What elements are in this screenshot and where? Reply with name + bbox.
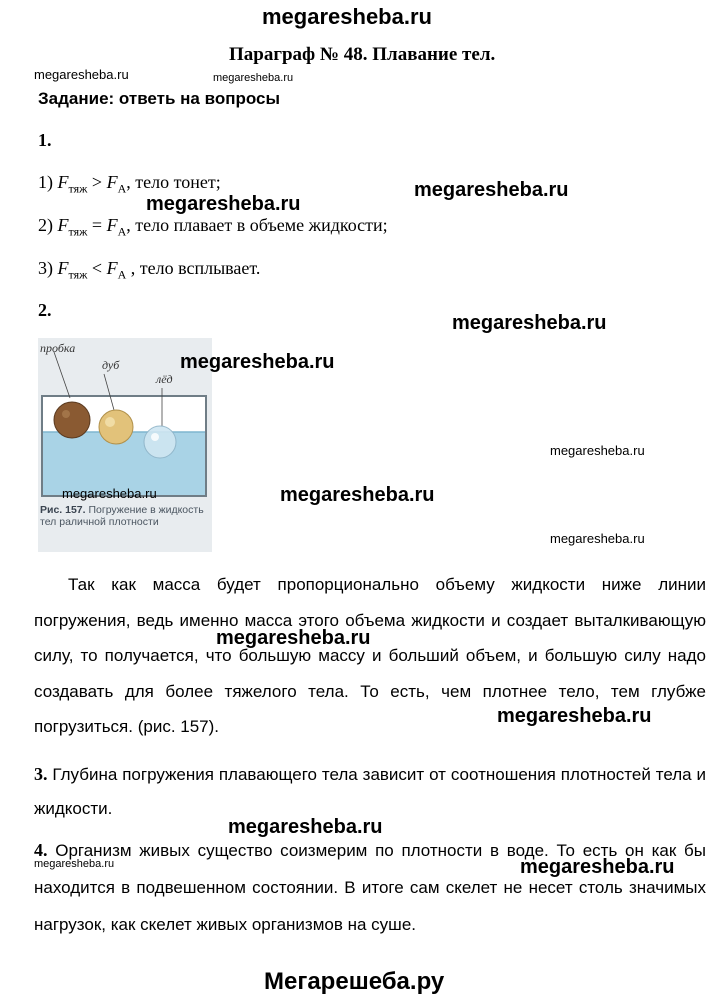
q1-item-2: 2) $F_{тяж} = F_A$, тело плавает в объеме жидкости; (38, 215, 388, 239)
watermark-ans4-center[interactable]: megaresheba.ru (228, 816, 383, 838)
watermark-figure-small-left[interactable]: megaresheba.ru (62, 486, 157, 501)
figure-caption: Рис. 157. Погружение в жидкость тел раличной плотности (40, 504, 204, 528)
watermark-small-left[interactable]: megaresheba.ru (34, 67, 129, 82)
watermark-figure-right-1[interactable]: megaresheba.ru (550, 443, 645, 458)
watermark-figure-center[interactable]: megaresheba.ru (180, 351, 335, 373)
watermark-item2-left[interactable]: megaresheba.ru (146, 193, 301, 215)
cork-ball (54, 402, 90, 438)
watermark-figure-mid[interactable]: megaresheba.ru (280, 484, 435, 506)
q1-item-1: 1) $F_{тяж} > F_A$, тело тонет; (38, 172, 221, 196)
watermark-item2-right[interactable]: megaresheba.ru (452, 312, 607, 334)
watermark-para1-mid[interactable]: megaresheba.ru (216, 627, 371, 649)
answer-4: 4. Организм живых существо соизмерим по плотности в воде. То есть он как бы находится в подвешенном состоянии. В итоге сам скелет не несет столь значимых нагрузок, как скелет живых организмов на суше. (34, 840, 706, 934)
watermark-item1-right[interactable]: megaresheba.ru (414, 179, 569, 201)
footer-brand[interactable]: Мегарешеба.ру (264, 968, 445, 995)
question-2-number: 2. (38, 300, 52, 320)
label-ice: лёд (156, 372, 173, 386)
answer-2-text: Так как масса будет пропорционально объему жидкости ниже линии погружения, ведь именно масса этого объема жидкости и создает выталкивающую силу, то получается, что большую массу и больший объем, и большую силу надо создавать для более тяжелого тела. То есть, чем плотнее тело, тем глубже погрузиться. (рис. 157). (34, 575, 706, 736)
ice-ball (144, 426, 176, 458)
watermark-top[interactable]: megaresheba.ru (262, 4, 432, 29)
question-1-number: 1. (38, 130, 52, 150)
watermark-tiny-center[interactable]: megaresheba.ru (213, 72, 294, 84)
oak-ball (99, 410, 133, 444)
task-heading: Задание: ответь на вопросы (38, 89, 280, 108)
label-oak: дуб (102, 358, 120, 372)
watermark-para1-right[interactable]: megaresheba.ru (497, 705, 652, 727)
watermark-figure-right-2[interactable]: megaresheba.ru (550, 531, 645, 546)
watermark-ans4-small-left[interactable]: megaresheba.ru (34, 858, 115, 870)
q1-item-3: 3) $F_{тяж} < F_A$ , тело всплывает. (38, 258, 261, 282)
watermark-ans4-right[interactable]: megaresheba.ru (520, 856, 675, 878)
answer-3: 3. Глубина погружения плавающего тела зависит от соотношения плотностей тела и жидкости. (34, 764, 706, 818)
page-title: Параграф № 48. Плавание тел. (229, 44, 496, 65)
label-cork: пробка (40, 341, 76, 355)
